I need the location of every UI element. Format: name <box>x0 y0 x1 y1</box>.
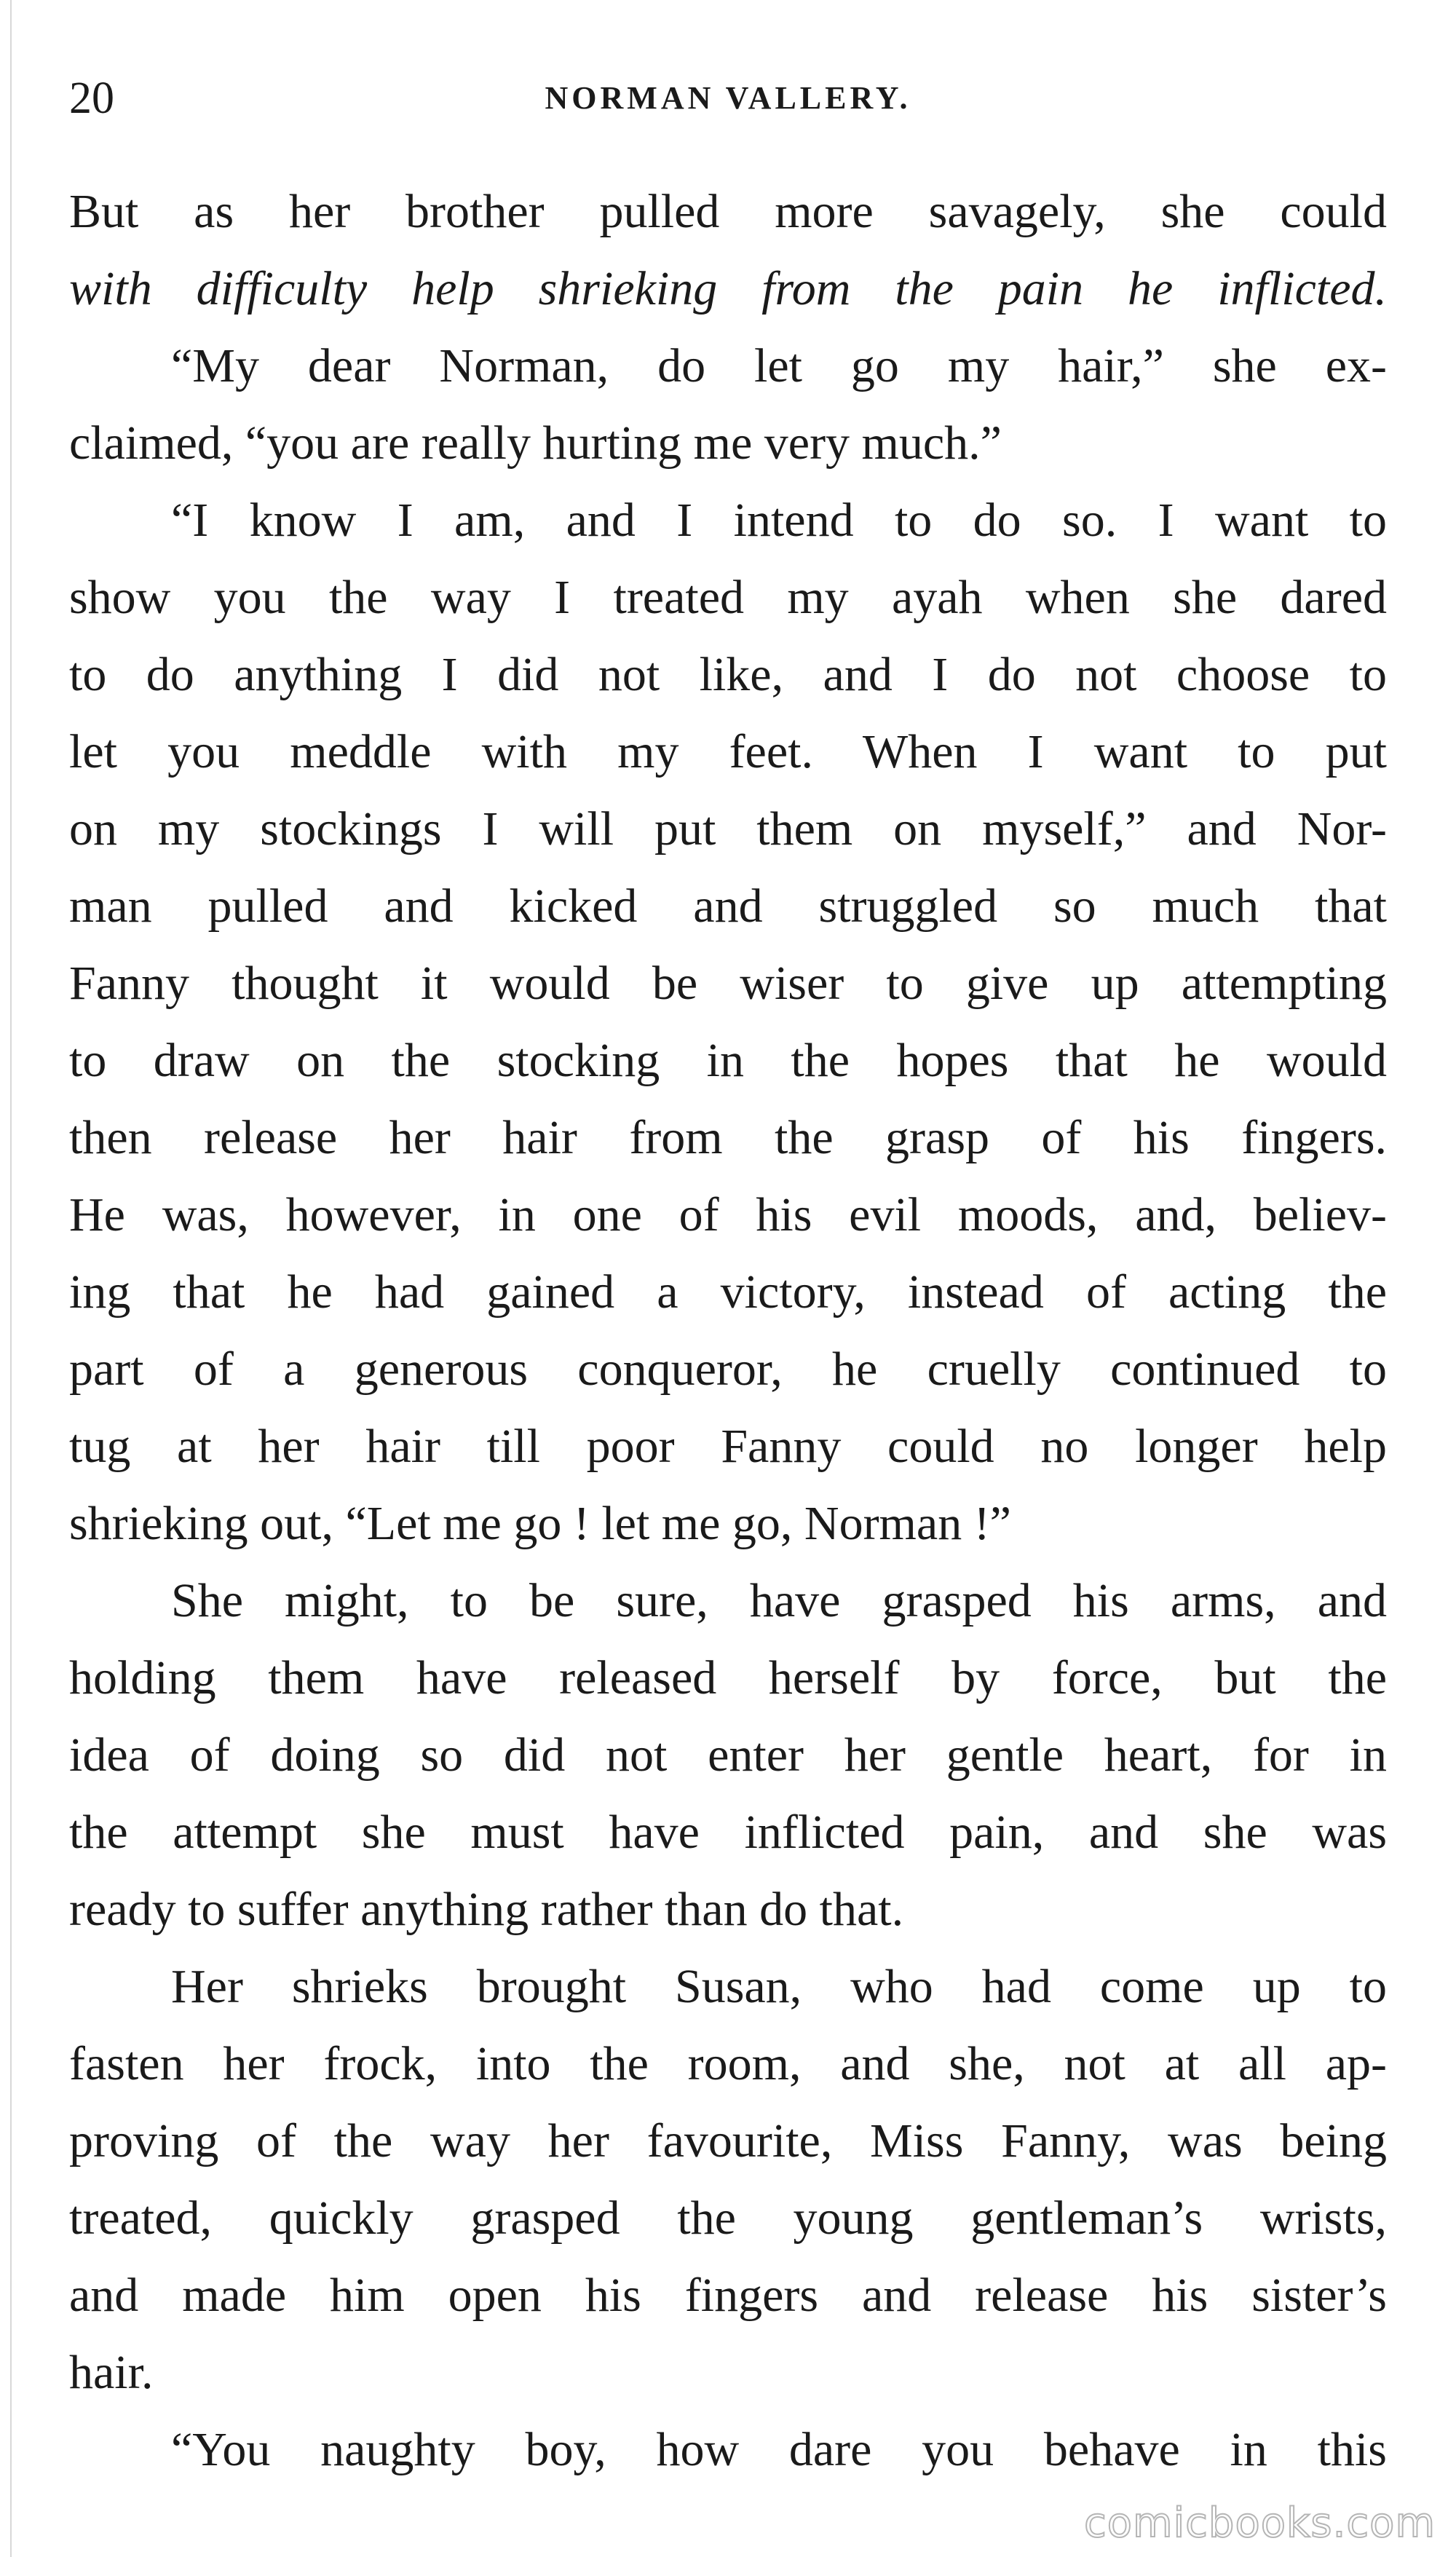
watermark: comicbooks.com <box>1083 2499 1436 2547</box>
text-line: But as her brother pulled more savagely, she could <box>69 185 1387 238</box>
text-line: treated, quickly grasped the young gentleman’s wrists, <box>69 2192 1387 2245</box>
text-line: ing that he had gained a victory, instead of acting the <box>69 1265 1387 1319</box>
text-line: Her shrieks brought Susan, who had come up to <box>171 1960 1387 2013</box>
text-line: She might, to be sure, have grasped his arms, and <box>171 1574 1387 1627</box>
text-line: tug at her hair till poor Fanny could no longer help <box>69 1420 1387 1473</box>
text-line: proving of the way her favourite, Miss Fanny, was being <box>69 2114 1387 2167</box>
body-text <box>69 173 1387 2489</box>
text-line: part of a generous conqueror, he cruelly continued to <box>69 1343 1387 1396</box>
page-header <box>69 69 1387 127</box>
text-line: fasten her frock, into the room, and she, not at all ap- <box>69 2037 1387 2090</box>
page-edge-line <box>10 0 12 2557</box>
text-line: ready to suffer anything rather than do that. <box>69 1883 904 1936</box>
text-line: to draw on the stocking in the hopes that he would <box>69 1034 1387 1087</box>
text-line: then release her hair from the grasp of his fingers. <box>69 1111 1387 1164</box>
text-line: hair. <box>69 2346 154 2399</box>
text-line: He was, however, in one of his evil moods, and, believ- <box>69 1188 1387 1241</box>
text-line: “You naughty boy, how dare you behave in this <box>171 2423 1387 2476</box>
text-line: claimed, “you are really hurting me very much.” <box>69 416 1002 470</box>
text-line: with difficulty help shrieking from the pain he inflicted. <box>69 262 1387 315</box>
text-line: the attempt she must have inflicted pain, and she was <box>69 1806 1387 1859</box>
text-line: man pulled and kicked and struggled so much that <box>69 880 1387 933</box>
text-line: shrieking out, “Let me go ! let me go, Norman !” <box>69 1497 1011 1550</box>
text-line: Fanny thought it would be wiser to give up attempting <box>69 957 1387 1010</box>
running-head: NORMAN VALLERY. <box>545 80 911 116</box>
text-line: to do anything I did not like, and I do not choose to <box>69 648 1387 701</box>
text-line: show you the way I treated my ayah when she dared <box>69 571 1387 624</box>
page-number: 20 <box>69 74 114 123</box>
text-line: and made him open his fingers and release his sister’s <box>69 2269 1387 2322</box>
text-line: let you meddle with my feet. When I want to put <box>69 725 1387 778</box>
text-line: holding them have released herself by force, but the <box>69 1651 1387 1704</box>
text-line: “My dear Norman, do let go my hair,” she ex- <box>171 339 1387 392</box>
text-line: “I know I am, and I intend to do so. I want to <box>171 494 1387 547</box>
text-line: on my stockings I will put them on myself,” and Nor- <box>69 802 1387 855</box>
text-line: idea of doing so did not enter her gentle heart, for in <box>69 1728 1387 1782</box>
